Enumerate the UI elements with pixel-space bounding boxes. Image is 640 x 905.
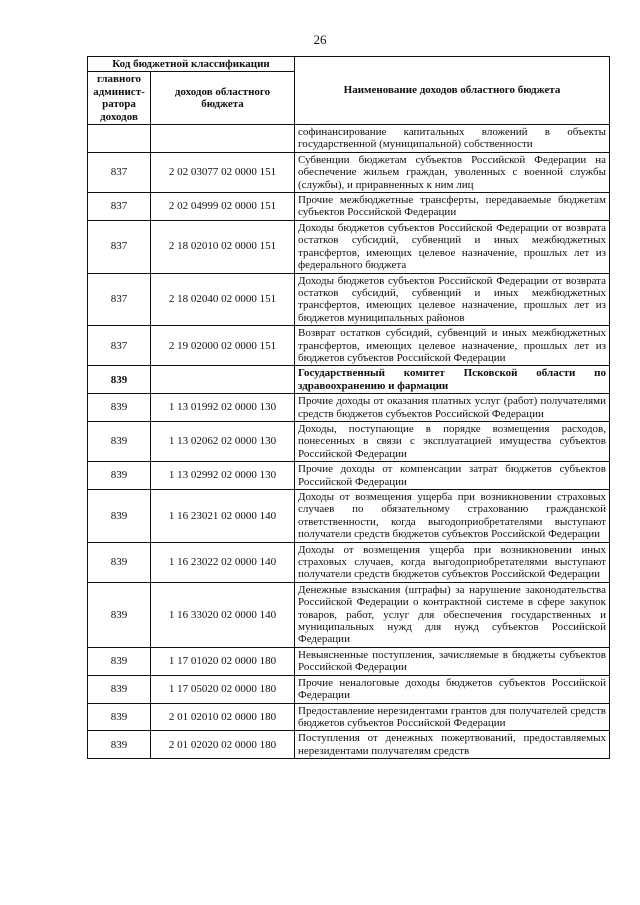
table-row [88, 394, 610, 422]
admin-code-cell: 837 [88, 220, 151, 273]
income-name-cell: Доходы от возмещения ущерба при возникновении иных страховых случаев, когда выгодоприобретателями выступают получатели средств бюджетов субъектов Российской Федерации [295, 542, 610, 582]
table-row [88, 273, 610, 326]
admin-code-cell: 839 [88, 675, 151, 703]
admin-code-cell: 839 [88, 462, 151, 490]
admin-code-cell: 839 [88, 542, 151, 582]
income-code-cell: 1 13 02062 02 0000 130 [151, 421, 295, 461]
table-row [88, 125, 610, 153]
admin-code-cell: 839 [88, 421, 151, 461]
table-row [88, 366, 610, 394]
table-row [88, 731, 610, 759]
income-code-cell: 1 17 05020 02 0000 180 [151, 675, 295, 703]
income-code-cell: 1 17 01020 02 0000 180 [151, 647, 295, 675]
page-number: 26 [313, 32, 327, 47]
income-name-cell: Предоставление нерезидентами грантов для получателей средств бюджетов субъектов Российской Федерации [295, 703, 610, 731]
table-row [88, 220, 610, 273]
admin-code-cell: 837 [88, 273, 151, 326]
admin-code-cell [88, 125, 151, 153]
admin-code-cell: 839 [88, 394, 151, 422]
income-code-cell: 2 01 02020 02 0000 180 [151, 731, 295, 759]
income-code-cell: 1 16 23022 02 0000 140 [151, 542, 295, 582]
admin-code-cell: 839 [88, 731, 151, 759]
table-row [88, 462, 610, 490]
income-name-cell: Доходы бюджетов субъектов Российской Федерации от возврата остатков субсидий, субвенций и иных межбюджетных трансфертов, имеющих целевое назначение, прошлых лет из федерального бюджета [295, 220, 610, 273]
table-row [88, 582, 610, 647]
table-row [88, 542, 610, 582]
header-income-column: доходов областного бюджета [151, 72, 295, 125]
table-row [88, 152, 610, 192]
income-code-cell: 2 02 04999 02 0000 151 [151, 193, 295, 221]
income-name-cell: Денежные взыскания (штрафы) за нарушение законодательства Российской Федерации о контрактной системе в сфере закупок товаров, работ, услуг для обеспечения государственных и муниципальных нужд для нужд субъектов Российской Федерации [295, 582, 610, 647]
income-name-cell: Доходы от возмещения ущерба при возникновении страховых случаев по обязательному страхованию гражданской ответственности, когда выгодоприобретателями выступают получатели средств бюджетов субъектов Российской Федерации [295, 490, 610, 543]
header-group-label: Код бюджетной классификации [88, 57, 295, 72]
admin-code-cell: 837 [88, 152, 151, 192]
table-row [88, 326, 610, 366]
income-name-cell: Прочие доходы от компенсации затрат бюджетов субъектов Российской Федерации [295, 462, 610, 490]
table-row [88, 675, 610, 703]
income-name-cell: Невыясненные поступления, зачисляемые в бюджеты субъектов Российской Федерации [295, 647, 610, 675]
table-header-row [88, 57, 610, 72]
table-body [88, 125, 610, 759]
table-row [88, 703, 610, 731]
income-name-cell: Возврат остатков субсидий, субвенций и иных межбюджетных трансфертов, имеющих целевое назначение, прошлых лет из бюджетов субъектов Российской Федерации [295, 326, 610, 366]
income-code-cell: 2 01 02010 02 0000 180 [151, 703, 295, 731]
income-code-cell: 2 18 02010 02 0000 151 [151, 220, 295, 273]
income-name-cell: Прочие межбюджетные трансферты, передаваемые бюджетам субъектов Российской Федерации [295, 193, 610, 221]
income-name-cell: Субвенции бюджетам субъектов Российской Федерации на обеспечение жильем граждан, уволенных с военной службы (службы), и приравненных к ним лиц [295, 152, 610, 192]
income-name-cell: Государственный комитет Псковской области по здравоохранению и фармации [295, 366, 610, 394]
income-name-cell: Доходы бюджетов субъектов Российской Федерации от возврата остатков субсидий, субвенций и иных межбюджетных трансфертов, имеющих целевое назначение, прошлых лет из бюджетов муниципальных районов [295, 273, 610, 326]
income-name-cell: Поступления от денежных пожертвований, предоставляемых нерезидентами получателям средств [295, 731, 610, 759]
income-name-cell: Доходы, поступающие в порядке возмещения расходов, понесенных в связи с эксплуатацией имущества субъектов Российской Федерации [295, 421, 610, 461]
admin-code-cell: 837 [88, 326, 151, 366]
budget-classification-table [87, 56, 610, 759]
income-code-cell: 1 13 01992 02 0000 130 [151, 394, 295, 422]
income-code-cell [151, 125, 295, 153]
income-name-cell: Прочие неналоговые доходы бюджетов субъектов Российской Федерации [295, 675, 610, 703]
admin-code-cell: 839 [88, 647, 151, 675]
income-code-cell: 1 16 33020 02 0000 140 [151, 582, 295, 647]
admin-code-cell: 837 [88, 193, 151, 221]
income-code-cell [151, 366, 295, 394]
table-row [88, 647, 610, 675]
income-name-cell: софинансирование капитальных вложений в объекты государственной (муниципальной) собственности [295, 125, 610, 153]
income-name-cell: Прочие доходы от оказания платных услуг (работ) получателями средств бюджетов субъектов Российской Федерации [295, 394, 610, 422]
table-row [88, 421, 610, 461]
table-row [88, 490, 610, 543]
income-code-cell: 2 02 03077 02 0000 151 [151, 152, 295, 192]
income-code-cell: 1 13 02992 02 0000 130 [151, 462, 295, 490]
admin-code-cell: 839 [88, 703, 151, 731]
admin-code-cell: 839 [88, 366, 151, 394]
admin-code-cell: 839 [88, 490, 151, 543]
header-admin-column: главного админист-ратора доходов [88, 72, 151, 125]
table-row [88, 193, 610, 221]
header-name-column: Наименование доходов областного бюджета [295, 57, 610, 125]
income-code-cell: 2 19 02000 02 0000 151 [151, 326, 295, 366]
income-code-cell: 1 16 23021 02 0000 140 [151, 490, 295, 543]
admin-code-cell: 839 [88, 582, 151, 647]
income-code-cell: 2 18 02040 02 0000 151 [151, 273, 295, 326]
